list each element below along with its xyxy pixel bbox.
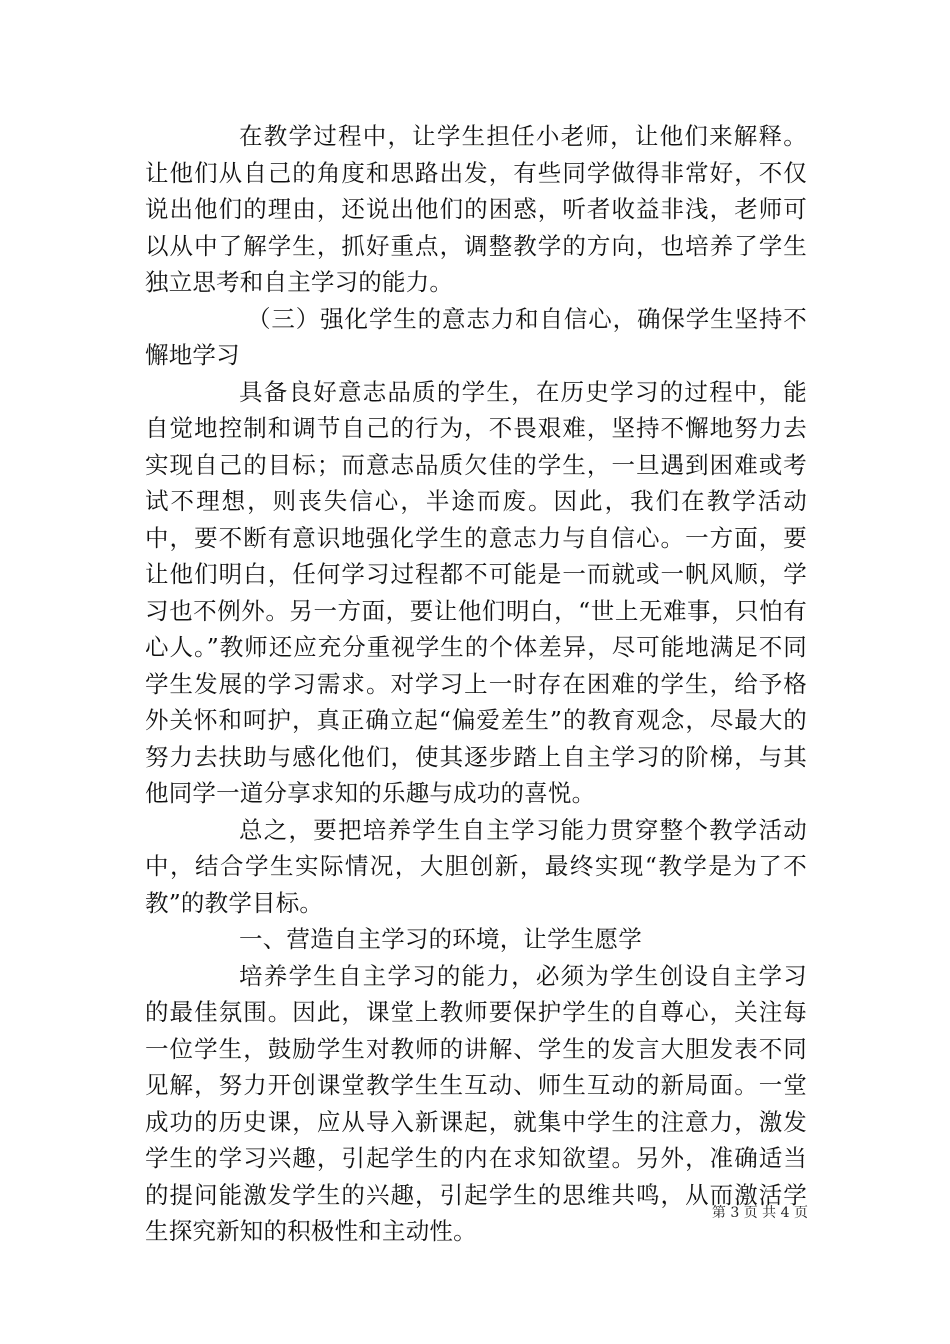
- page-number-footer: 第 3 页 共 4 页: [711, 1205, 808, 1221]
- document-body: [145, 118, 807, 1250]
- paragraph-summary: 总之，要把培养学生自主学习能力贯穿整个教学活动中，结合学生实际情况，大胆创新，最终实现“教学是为了不教”的教学目标。: [145, 815, 807, 917]
- section-heading-environment: 一、营造自主学习的环境，让学生愿学: [239, 925, 642, 953]
- section-heading-willpower: （三）强化学生的意志力和自信心，确保学生坚持不懈地学习: [145, 304, 807, 369]
- paragraph-student-teacher: 在教学过程中，让学生担任小老师，让他们来解释。让他们从自己的角度和思路出发，有些同学做得非常好，不仅说出他们的理由，还说出他们的困惑，听者收益非浅，老师可以从中了解学生，抓好重点，调整教学的方向，也培养了学生独立思考和自主学习的能力。: [145, 122, 807, 296]
- paragraph-environment: 培养学生自主学习的能力，必须为学生创设自主学习的最佳氛围。因此，课堂上教师要保护学生的自尊心，关注每一位学生，鼓励学生对教师的讲解、学生的发言大胆发表不同见解，努力开创课堂教学生生互动、师生互动的新局面。一堂成功的历史课，应从导入新课起，就集中学生的注意力，激发学生的学习兴趣，引起学生的内在求知欲望。另外，准确适当的提问能激发学生的兴趣，引起学生的思维共鸣，从而激活学生探究新知的积极性和主动性。: [145, 961, 807, 1245]
- paragraph-willpower: 具备良好意志品质的学生，在历史学习的过程中，能自觉地控制和调节自己的行为，不畏艰难，坚持不懈地努力去实现自己的目标；而意志品质欠佳的学生，一旦遇到困难或考试不理想，则丧失信心，半途而废。因此，我们在教学活动中，要不断有意识地强化学生的意志力与自信心。一方面，要让他们明白，任何学习过程都不可能是一而就或一帆风顺，学习也不例外。另一方面，要让他们明白，“世上无难事，只怕有心人。”教师还应充分重视学生的个体差异，尽可能地满足不同学生发展的学习需求。对学习上一时存在困难的学生，给予格外关怀和呵护，真正确立起“偏爱差生”的教育观念，尽最大的努力去扶助与感化他们，使其逐步踏上自主学习的阶梯，与其他同学一道分享求知的乐趣与成功的喜悦。: [145, 377, 807, 807]
